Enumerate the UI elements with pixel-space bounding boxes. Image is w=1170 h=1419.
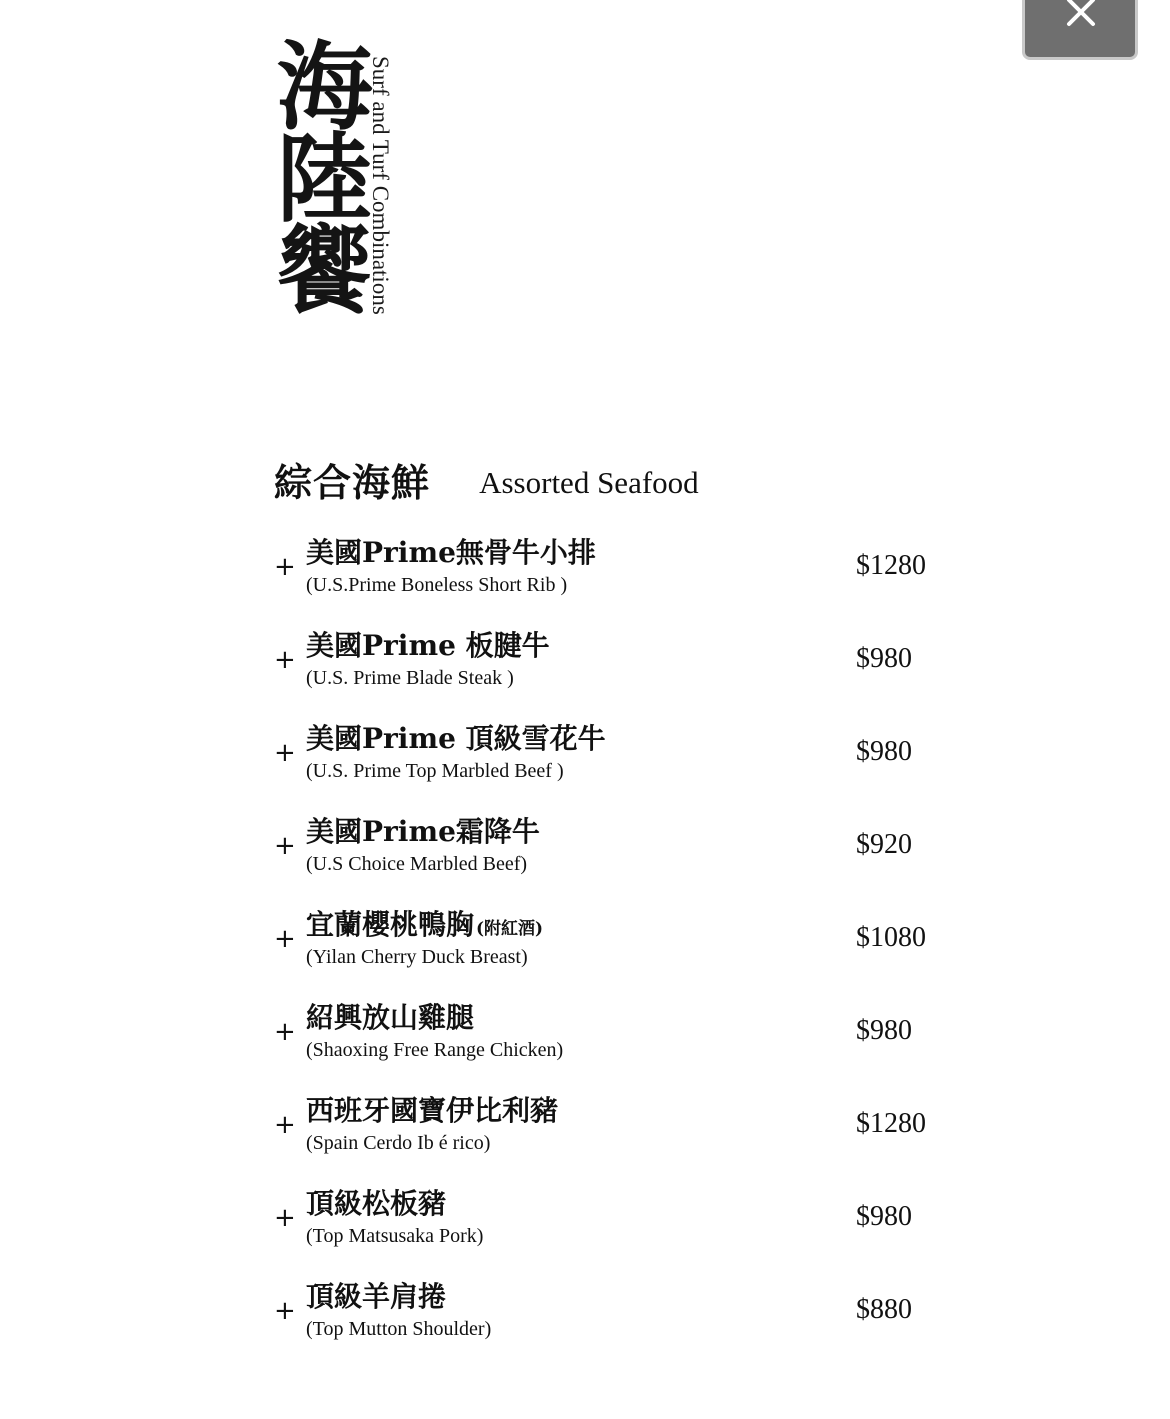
menu-item[interactable] — [274, 1276, 954, 1369]
plus-icon[interactable]: + — [274, 552, 296, 582]
item-names — [306, 1094, 560, 1154]
plus-icon[interactable]: + — [274, 1110, 296, 1140]
menu-list — [274, 532, 954, 1369]
item-name-english: (U.S.Prime Boneless Short Rib ) — [306, 574, 568, 596]
section-title-english: Assorted Seafood — [479, 465, 699, 500]
item-name-chinese: 紹興放山雞腿 — [306, 1001, 475, 1034]
item-name-chinese: 美國Prime 頂級雪花牛 — [306, 722, 606, 755]
menu-title-chinese: 海陸饗 — [261, 36, 374, 312]
item-price: $1080 — [856, 922, 926, 953]
item-price: $980 — [856, 1015, 912, 1046]
plus-icon[interactable]: + — [274, 831, 296, 861]
plus-icon[interactable]: + — [274, 924, 296, 954]
item-names — [306, 1001, 563, 1061]
item-names — [306, 815, 542, 875]
plus-icon[interactable]: + — [274, 1296, 296, 1326]
plus-icon[interactable]: + — [274, 645, 296, 675]
menu-title-english: Surf and Turf Combinations — [368, 56, 393, 315]
menu-item[interactable] — [274, 625, 954, 718]
item-price: $1280 — [856, 1108, 926, 1139]
plus-icon[interactable]: + — [274, 738, 296, 768]
item-price: $920 — [856, 829, 912, 860]
item-names — [306, 536, 598, 596]
section-heading — [274, 452, 699, 507]
section-title-chinese: 綜合海鮮 — [274, 460, 431, 505]
close-icon — [1066, 0, 1096, 27]
item-name-chinese: 美國Prime霜降牛 — [306, 815, 540, 848]
item-price: $880 — [856, 1294, 912, 1325]
menu-item[interactable] — [274, 904, 954, 997]
item-name-english: (Shaoxing Free Range Chicken) — [306, 1039, 564, 1061]
item-name-english: (Top Matsusaka Pork) — [306, 1225, 484, 1247]
item-price: $980 — [856, 643, 912, 674]
item-name-english: (U.S Choice Marbled Beef) — [306, 853, 528, 875]
item-names — [306, 722, 608, 782]
item-names — [306, 1280, 491, 1340]
menu-item[interactable] — [274, 1090, 954, 1183]
menu-item[interactable] — [274, 532, 954, 625]
close-button[interactable] — [1022, 0, 1138, 60]
item-name-english: (U.S. Prime Blade Steak ) — [306, 667, 514, 689]
item-names — [306, 629, 552, 689]
item-name-english: (U.S. Prime Top Marbled Beef ) — [306, 760, 564, 782]
item-name-chinese: 美國Prime 板腱牛 — [306, 629, 550, 662]
item-name-english: (Top Mutton Shoulder) — [306, 1318, 492, 1340]
item-name-chinese: 頂級松板豬 — [306, 1187, 447, 1220]
item-name-english: (Spain Cerdo Ib é rico) — [306, 1132, 491, 1154]
plus-icon[interactable]: + — [274, 1017, 296, 1047]
menu-item[interactable] — [274, 811, 954, 904]
plus-icon[interactable]: + — [274, 1203, 296, 1233]
item-name-chinese: 西班牙國寶伊比利豬 — [306, 1094, 559, 1127]
item-name-chinese: 宜蘭櫻桃鴨胸 (附紅酒) — [306, 908, 544, 941]
item-name-english: (Yilan Cherry Duck Breast) — [306, 946, 528, 968]
menu-item[interactable] — [274, 1183, 954, 1276]
item-name-chinese: 頂級羊肩捲 — [306, 1280, 447, 1313]
item-names — [306, 908, 543, 968]
item-price: $980 — [856, 1201, 912, 1232]
item-name-chinese: 美國Prime無骨牛小排 — [306, 536, 596, 569]
item-names — [306, 1187, 483, 1247]
menu-item[interactable] — [274, 718, 954, 811]
item-note: (附紅酒) — [476, 919, 544, 939]
item-price: $1280 — [856, 550, 926, 581]
item-price: $980 — [856, 736, 912, 767]
menu-item[interactable] — [274, 997, 954, 1090]
